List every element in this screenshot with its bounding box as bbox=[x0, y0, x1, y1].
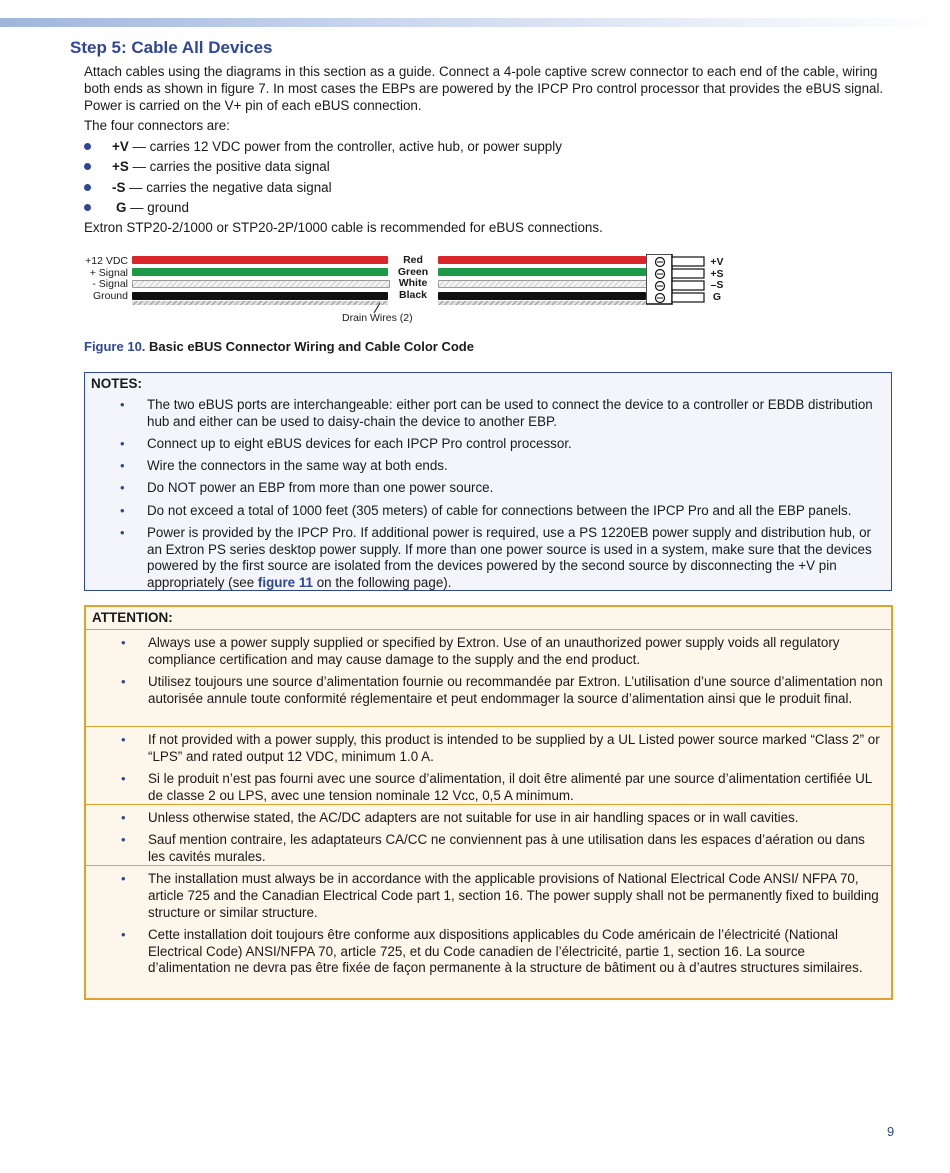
note-text: Wire the connectors in the same way at both ends. bbox=[147, 458, 448, 474]
white-wire-left bbox=[132, 280, 390, 288]
bullet-icon: • bbox=[121, 832, 126, 848]
bullet-icon: • bbox=[121, 926, 126, 942]
bullet-icon bbox=[84, 184, 91, 191]
bullet-icon: • bbox=[121, 871, 126, 886]
connector-item bbox=[84, 137, 904, 157]
attention-group bbox=[86, 804, 891, 871]
attention-list bbox=[86, 727, 891, 805]
bullet-icon bbox=[84, 143, 91, 150]
drain-wire-left bbox=[132, 301, 388, 305]
drain-wires-label: Drain Wires (2) bbox=[342, 312, 413, 324]
attention-group bbox=[86, 865, 891, 983]
connector-desc: — carries the negative data signal bbox=[125, 179, 332, 195]
attention-list bbox=[86, 630, 891, 708]
note-text: Do NOT power an EBP from more than one power source. bbox=[147, 480, 494, 496]
section-heading: Step 5: Cable All Devices bbox=[70, 38, 273, 57]
bullet-icon: • bbox=[120, 435, 125, 451]
note-item bbox=[85, 397, 891, 431]
attention-title: ATTENTION: bbox=[92, 610, 173, 625]
figure-caption bbox=[84, 339, 474, 354]
connector-pin: +S bbox=[112, 159, 129, 175]
note-text: Power is provided by the IPCP Pro. If additional power is required, use a PS 1220EB power supply and distribution hub, or an Extron PS series desktop power supply. If more than one power source is used in a system, make sure that the devices powered by the first source are isolated from the devices powered by the second source by disconnecting the +V pin appropriately (see bbox=[147, 524, 872, 591]
attention-text: Utilisez toujours une source d’alimentation fournie ou recommandée par Extron. L’utilisation d’une source d’alimentation non autorisée annule toute conformité réglementaire et peut endommager la source d’alimentation ainsi que le produit final. bbox=[148, 673, 883, 706]
bullet-icon: • bbox=[120, 397, 125, 412]
captive-screw-connector-icon bbox=[646, 254, 706, 306]
connector-item bbox=[84, 178, 904, 198]
pin-label: –S bbox=[710, 279, 724, 291]
bullet-icon: • bbox=[121, 635, 126, 650]
wire-function-labels bbox=[80, 256, 128, 302]
attention-item bbox=[86, 810, 891, 827]
attention-text: Always use a power supply supplied or specified by Extron. Use of an unauthorized power supply voids all regulatory compliance certification and may cause damage to the supply and the end product. bbox=[148, 635, 840, 667]
bullet-icon: • bbox=[121, 673, 126, 689]
connector-item bbox=[84, 198, 904, 218]
wire-label: - Signal bbox=[92, 278, 128, 290]
attention-list bbox=[86, 866, 891, 977]
attention-item bbox=[86, 871, 891, 921]
bullet-icon: • bbox=[120, 524, 125, 540]
pin-label: +V bbox=[710, 256, 724, 268]
attention-text: Unless otherwise stated, the AC/DC adapters are not suitable for use in air handling spaces or in wall cavities. bbox=[148, 810, 799, 825]
color-label: Black bbox=[398, 288, 428, 301]
note-item bbox=[85, 458, 891, 475]
note-item bbox=[85, 480, 891, 497]
attention-box bbox=[84, 605, 893, 1000]
notes-box bbox=[84, 372, 892, 591]
red-wire-right bbox=[438, 256, 646, 264]
note-item bbox=[85, 503, 891, 520]
bullet-icon: • bbox=[120, 502, 125, 518]
note-item bbox=[85, 436, 891, 453]
figure-11-link[interactable]: figure 11 bbox=[257, 575, 313, 591]
color-label: White bbox=[398, 277, 428, 289]
attention-item bbox=[86, 771, 891, 805]
note-text: The two eBUS ports are interchangeable: either port can be used to connect the device to a controller or EBDB distribution hub and either can be used to daisy-chain the device to another EBP. bbox=[147, 397, 873, 429]
pin-label: +S bbox=[710, 267, 724, 280]
attention-text: If not provided with a power supply, this product is intended to be supplied by a UL Listed power source marked “Class 2” or “LPS” and rated output 12 VDC, minimum 1.0 A. bbox=[148, 732, 880, 764]
bullet-icon bbox=[84, 163, 91, 170]
attention-item bbox=[86, 674, 891, 708]
note-text: Do not exceed a total of 1000 feet (305 meters) of cable for connections between the IPCP Pro and all the EBP panels. bbox=[147, 502, 852, 518]
connectors-lead: The four connectors are: bbox=[84, 118, 230, 133]
wiring-diagram bbox=[80, 250, 740, 330]
connector-pin: -S bbox=[112, 179, 126, 195]
attention-item bbox=[86, 927, 891, 977]
intro-section bbox=[84, 63, 904, 239]
black-wire-right bbox=[438, 292, 646, 300]
attention-item bbox=[86, 635, 891, 669]
note-text: Connect up to eight eBUS devices for each IPCP Pro control processor. bbox=[147, 435, 572, 451]
wire-label: Ground bbox=[92, 289, 128, 302]
page-number: 9 bbox=[887, 1124, 895, 1139]
wire-label: +12 VDC bbox=[85, 255, 128, 267]
wire-color-labels bbox=[388, 255, 438, 301]
connector-pin: G bbox=[116, 200, 127, 216]
connector-list bbox=[84, 137, 904, 219]
bullet-icon: • bbox=[121, 810, 126, 825]
attention-text: Sauf mention contraire, les adaptateurs CA/CC ne conviennent pas à une utilisation dans les espaces d’aération ou dans les cavités murales. bbox=[148, 832, 865, 864]
connector-pin: +V bbox=[112, 139, 129, 154]
figure-number: Figure 10. bbox=[84, 339, 146, 354]
color-label: Green bbox=[397, 265, 429, 278]
bullet-icon: • bbox=[120, 458, 125, 474]
green-wire-left bbox=[132, 268, 388, 276]
note-text: on the following page). bbox=[312, 575, 452, 591]
green-wire-right bbox=[438, 268, 646, 276]
attention-item bbox=[86, 832, 891, 866]
attention-text: Cette installation doit toujours être conforme aux dispositions applicables du Code américain de l’électricité (National Electrical Code) ANSI/NFPA 70, article 725, et du Code canadien de l’électricité, partie 1, section 16. La source d’alimentation ne devra pas être fixée de façon permanente à la structure de bâtiment ou à d’autres structures similaires. bbox=[148, 926, 863, 976]
figure-caption-text: Basic eBUS Connector Wiring and Cable Color Code bbox=[149, 339, 474, 354]
bullet-icon bbox=[84, 204, 91, 211]
bullet-icon: • bbox=[121, 770, 126, 786]
connector-desc: — carries the positive data signal bbox=[128, 159, 330, 175]
attention-group bbox=[86, 726, 891, 810]
white-wire-right bbox=[438, 280, 648, 288]
red-wire-left bbox=[132, 256, 388, 264]
color-label: Red bbox=[403, 254, 423, 266]
pin-label: G bbox=[712, 290, 722, 303]
attention-text: The installation must always be in accordance with the applicable provisions of National Electrical Code ANSI/ NFPA 70, article 725 and the Canadian Electrical Code part 1, section 16. The power supply shall not be permanently fixed to building structure or similar structure. bbox=[148, 871, 879, 920]
bullet-icon: • bbox=[120, 480, 125, 496]
notes-title: NOTES: bbox=[91, 376, 143, 391]
attention-list bbox=[86, 805, 891, 866]
connector-desc: — carries 12 VDC power from the controller, active hub, or power supply bbox=[128, 139, 562, 154]
wire-label: + Signal bbox=[89, 266, 128, 279]
notes-list bbox=[85, 397, 891, 597]
cable-recommendation: Extron STP20-2/1000 or STP20-2P/1000 cable is recommended for eBUS connections. bbox=[84, 219, 603, 235]
pin-labels bbox=[708, 257, 726, 303]
intro-paragraph: Attach cables using the diagrams in this section as a guide. Connect a 4-pole captive screw connector to each end of the cable, wiring both ends as shown in figure 7. In most cases the EBPs are powered by the IPCP Pro control processor that provides the eBUS signal. Power is carried on the V+ pin of each eBUS connection. bbox=[84, 64, 884, 113]
black-wire-left bbox=[132, 292, 388, 300]
bullet-icon: • bbox=[121, 732, 126, 747]
connector-item bbox=[84, 157, 904, 177]
note-item bbox=[85, 525, 891, 592]
drain-wire-right bbox=[438, 301, 646, 305]
attention-group bbox=[86, 629, 891, 713]
attention-text: Si le produit n’est pas fourni avec une source d’alimentation, il doit être alimenté par une source d’alimentation certifiée UL de classe 2 ou LPS, avec une tension nominale 12 Vcc, 0,5 A minimum. bbox=[148, 770, 872, 803]
connector-desc: — ground bbox=[126, 200, 189, 216]
attention-item bbox=[86, 732, 891, 766]
